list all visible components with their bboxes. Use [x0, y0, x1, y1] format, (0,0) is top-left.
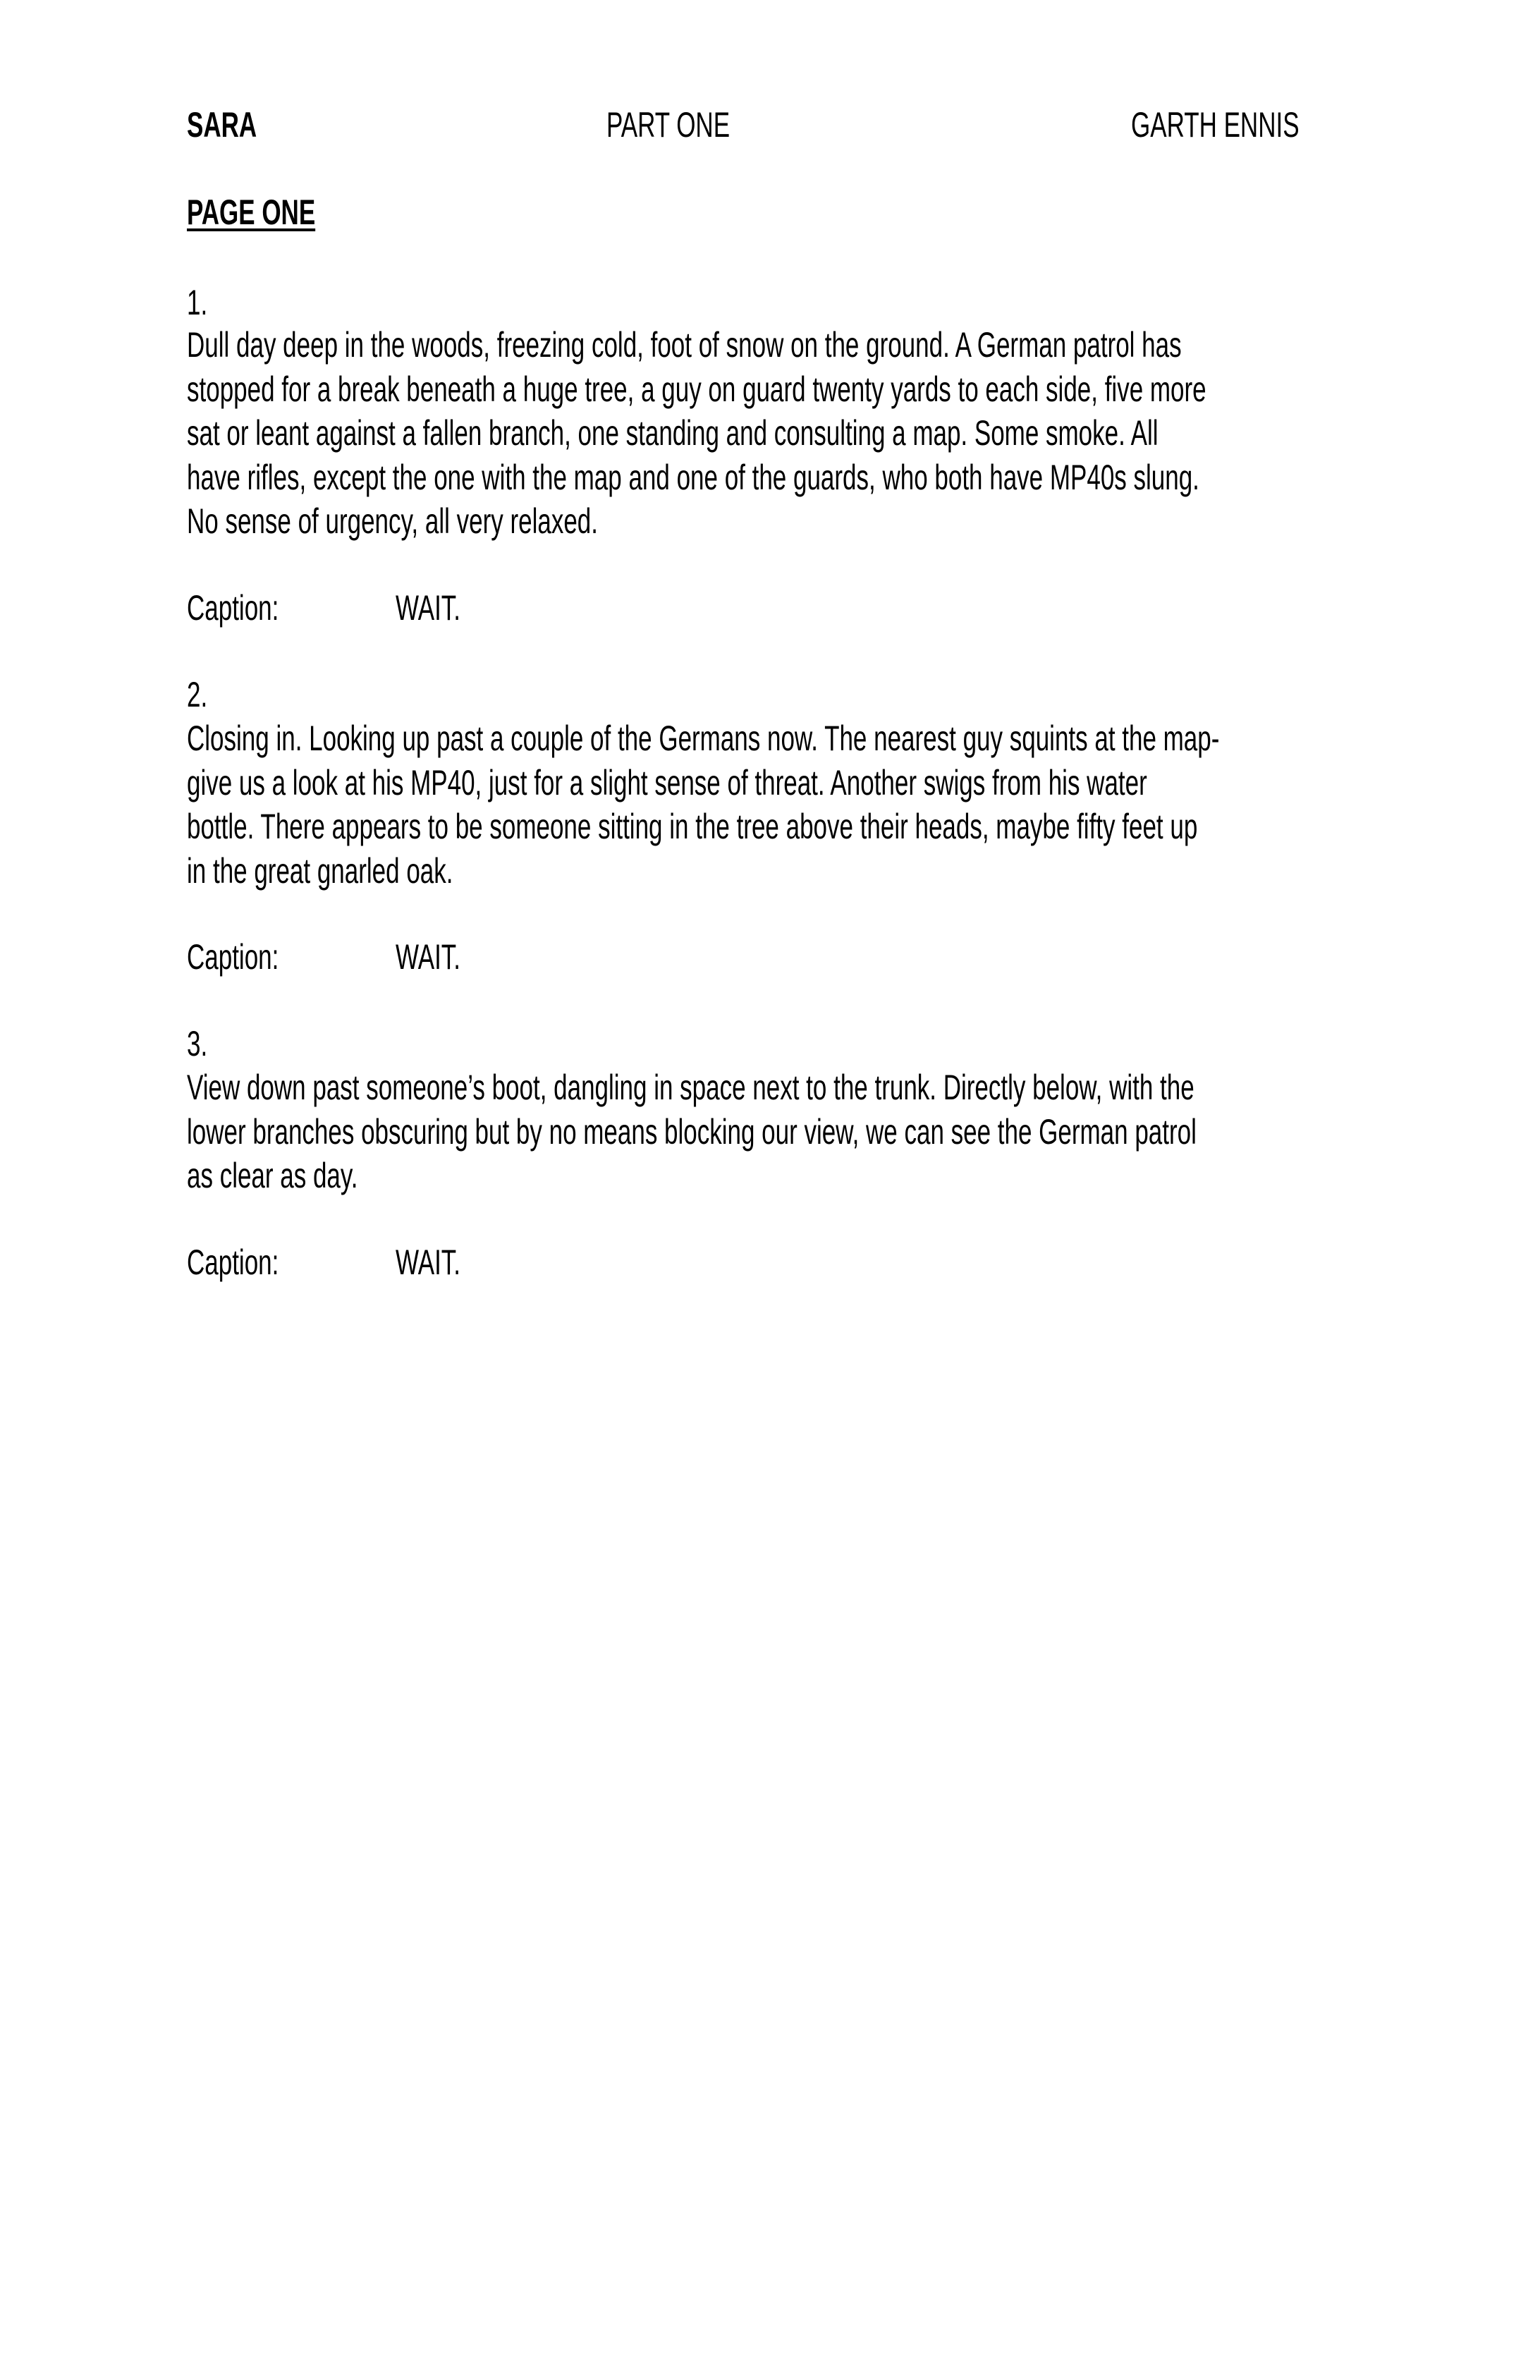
panel-number: 2.	[187, 675, 208, 714]
description-line: View down past someone’s boot, dangling in space next to the trunk. Directly below, with the	[187, 1068, 1194, 1107]
panel-description	[187, 323, 1540, 544]
script-title: SARA	[187, 105, 257, 145]
page-heading: PAGE ONE	[187, 193, 316, 232]
panel-number: 1.	[187, 283, 208, 322]
caption-text: WAIT.	[396, 1243, 461, 1282]
caption-text: WAIT.	[396, 588, 461, 628]
description-line: in the great gnarled oak.	[187, 850, 453, 891]
script-part: PART ONE	[606, 105, 731, 145]
description-line: have rifles, except the one with the map and one of the guards, who both have MP40s slung.	[187, 457, 1199, 497]
description-line: sat or leant against a fallen branch, one standing and consulting a map. Some smoke. All	[187, 413, 1159, 453]
description-line: bottle. There appears to be someone sitting in the tree above their heads, maybe fifty feet up	[187, 807, 1198, 846]
panel-description	[187, 716, 1540, 893]
description-line: Closing in. Looking up past a couple of the Germans now. The nearest guy squints at the map-	[187, 719, 1220, 758]
description-line: lower branches obscuring but by no means blocking our view, we can see the German patrol	[187, 1111, 1197, 1152]
caption-label: Caption:	[187, 1243, 279, 1282]
panel-description	[187, 1066, 1540, 1198]
caption-text: WAIT.	[396, 937, 461, 977]
description-line: No sense of urgency, all very relaxed.	[187, 501, 598, 541]
description-line: as clear as day.	[187, 1156, 358, 1195]
panel-number: 3.	[187, 1024, 208, 1063]
caption-label: Caption:	[187, 937, 279, 977]
description-line: stopped for a break beneath a huge tree, a guy on guard twenty yards to each side, five more	[187, 369, 1206, 409]
description-line: give us a look at his MP40, just for a slight sense of threat. Another swigs from his water	[187, 762, 1147, 803]
description-line: Dull day deep in the woods, freezing cold, foot of snow on the ground. A German patrol has	[187, 325, 1182, 365]
caption-label: Caption:	[187, 588, 279, 628]
script-author: GARTH ENNIS	[1131, 105, 1300, 145]
